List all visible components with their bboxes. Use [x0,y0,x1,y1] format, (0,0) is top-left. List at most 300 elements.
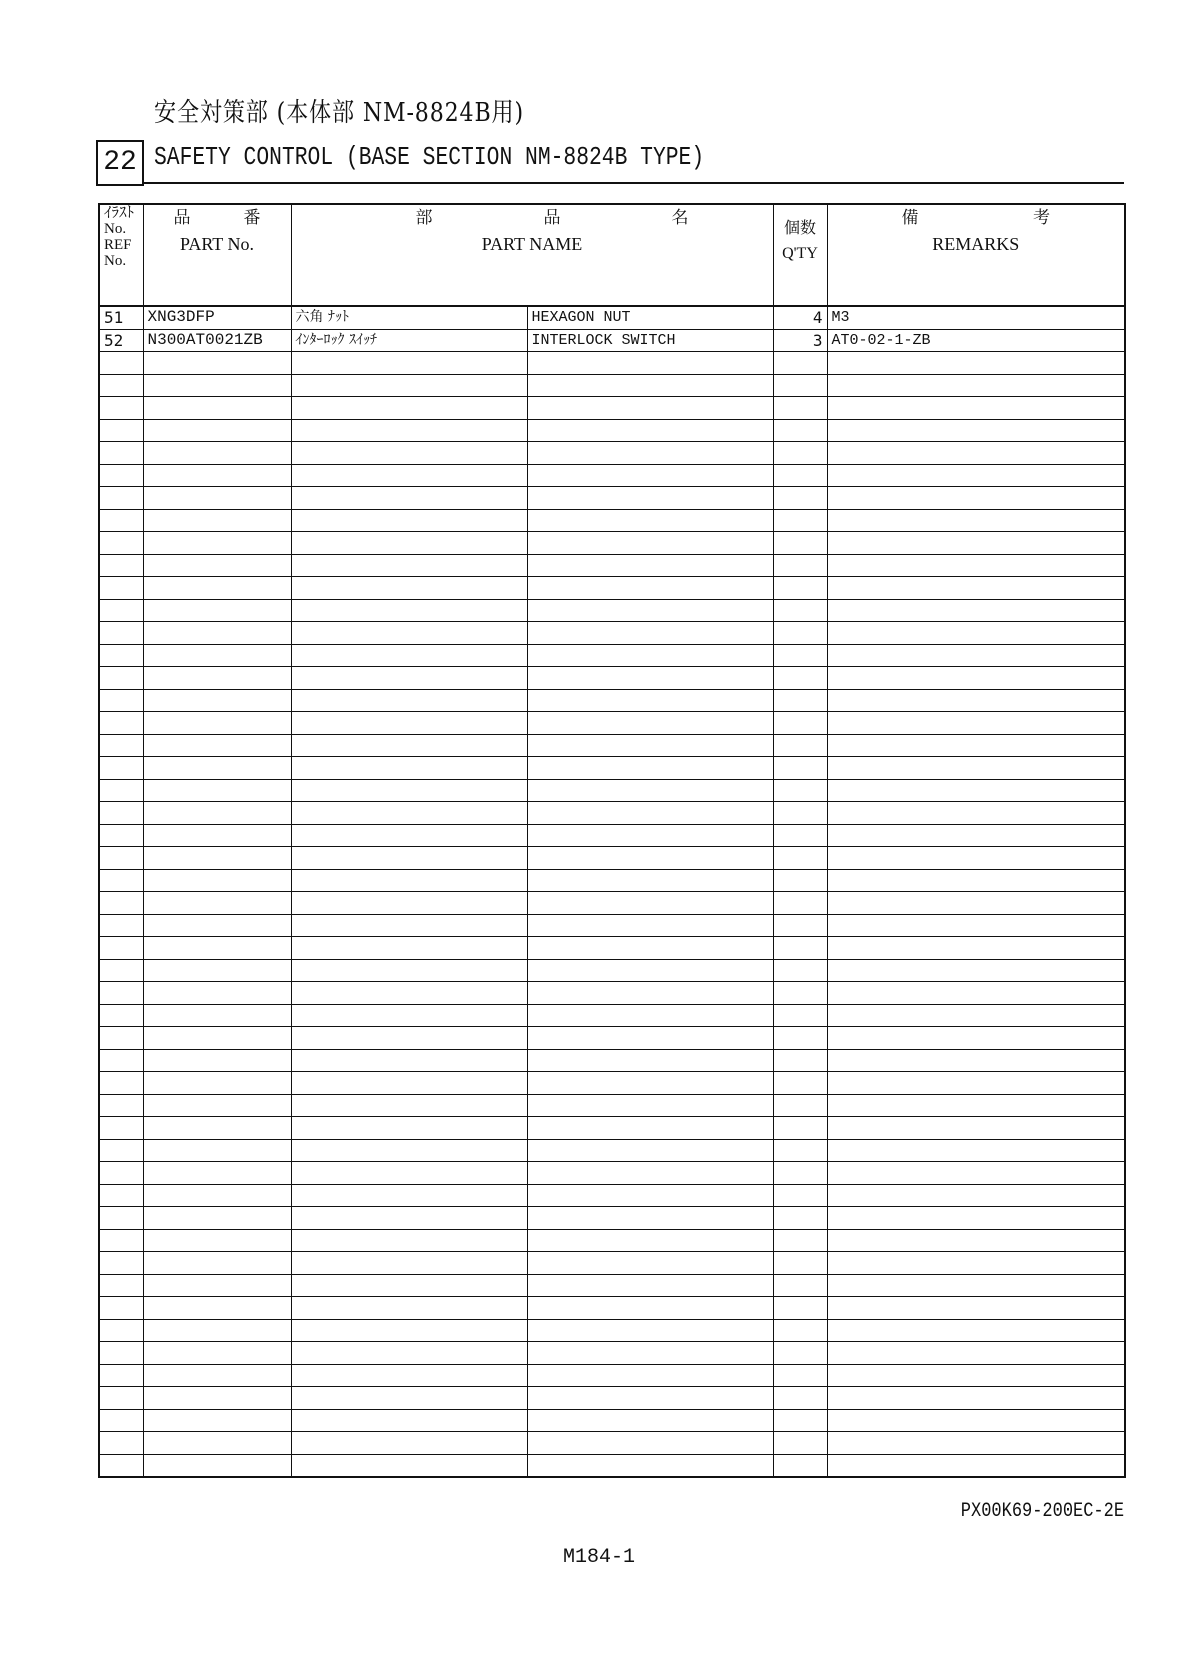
empty-cell [827,599,1125,622]
empty-cell [773,824,827,847]
empty-cell [143,419,291,442]
empty-cell [143,892,291,915]
empty-table-row [99,892,1125,915]
empty-cell [827,914,1125,937]
empty-cell [827,1387,1125,1410]
empty-cell [291,1049,527,1072]
empty-cell [291,1072,527,1095]
empty-cell [291,892,527,915]
empty-cell [773,554,827,577]
empty-cell [143,487,291,510]
empty-cell [827,1364,1125,1387]
empty-cell [773,892,827,915]
empty-cell [99,622,143,645]
empty-cell [143,622,291,645]
empty-table-row [99,914,1125,937]
empty-cell [143,1432,291,1455]
empty-cell [99,1094,143,1117]
empty-cell [527,802,773,825]
empty-cell [99,644,143,667]
empty-cell [99,1162,143,1185]
empty-table-row [99,397,1125,420]
empty-cell [527,937,773,960]
empty-cell [773,1027,827,1050]
header-part-name-en: PART NAME [481,234,583,254]
empty-table-row [99,937,1125,960]
empty-cell [291,419,527,442]
empty-cell [99,757,143,780]
parts-table [98,203,1126,1478]
empty-cell [99,532,143,555]
empty-cell [527,1004,773,1027]
header-ref-jp: ｲﾗｽﾄ No. [104,205,135,237]
empty-cell [527,1207,773,1230]
empty-cell [291,1139,527,1162]
empty-cell [773,982,827,1005]
empty-cell [527,352,773,375]
empty-cell [827,487,1125,510]
empty-cell [827,442,1125,465]
empty-table-row [99,1004,1125,1027]
empty-cell [99,352,143,375]
empty-table-row [99,1342,1125,1365]
empty-cell [827,667,1125,690]
empty-cell [99,1072,143,1095]
empty-cell [827,1432,1125,1455]
empty-cell [291,1207,527,1230]
empty-cell [143,1004,291,1027]
header-part-name-jp-1: 部 [415,208,433,228]
empty-cell [99,1387,143,1410]
empty-cell [143,1229,291,1252]
empty-cell [291,1409,527,1432]
empty-cell [291,1297,527,1320]
empty-cell [527,644,773,667]
empty-cell [527,1162,773,1185]
empty-cell [827,1252,1125,1275]
empty-cell [827,779,1125,802]
empty-table-row [99,487,1125,510]
empty-table-row [99,442,1125,465]
empty-cell [99,487,143,510]
empty-cell [827,1319,1125,1342]
empty-cell [773,779,827,802]
empty-cell [773,1117,827,1140]
table-row [99,306,1125,329]
empty-cell [291,869,527,892]
empty-cell [527,532,773,555]
empty-cell [527,779,773,802]
empty-table-row [99,779,1125,802]
empty-table-row [99,577,1125,600]
empty-cell [827,1049,1125,1072]
empty-cell [527,1387,773,1410]
empty-cell [773,1454,827,1477]
empty-cell [527,1229,773,1252]
empty-cell [99,802,143,825]
empty-cell [827,532,1125,555]
empty-cell [99,1319,143,1342]
empty-table-row [99,599,1125,622]
empty-cell [773,622,827,645]
empty-cell [291,914,527,937]
empty-cell [99,599,143,622]
cell-ref: 51 [99,306,143,329]
empty-cell [773,419,827,442]
empty-cell [143,532,291,555]
empty-cell [99,1229,143,1252]
empty-cell [143,1252,291,1275]
empty-cell [291,824,527,847]
empty-cell [773,869,827,892]
empty-cell [773,1432,827,1455]
empty-cell [143,1274,291,1297]
empty-cell [773,847,827,870]
empty-cell [527,487,773,510]
empty-cell [99,397,143,420]
empty-cell [99,779,143,802]
empty-cell [143,757,291,780]
empty-cell [773,1409,827,1432]
empty-cell [143,1094,291,1117]
empty-cell [527,869,773,892]
empty-cell [773,577,827,600]
header-ref-en: REF No. [104,237,132,269]
empty-cell [827,982,1125,1005]
empty-cell [773,599,827,622]
empty-cell [291,982,527,1005]
empty-cell [527,599,773,622]
empty-cell [99,1454,143,1477]
empty-table-row [99,1027,1125,1050]
empty-cell [99,1252,143,1275]
cell-name-en: HEXAGON NUT [527,306,773,329]
empty-cell [527,982,773,1005]
empty-cell [827,959,1125,982]
empty-cell [827,1184,1125,1207]
empty-cell [773,667,827,690]
empty-cell [99,847,143,870]
empty-cell [143,1454,291,1477]
empty-table-row [99,1387,1125,1410]
empty-cell [143,1297,291,1320]
empty-cell [143,1072,291,1095]
empty-cell [291,1319,527,1342]
empty-cell [291,1387,527,1410]
empty-cell [291,1454,527,1477]
empty-table-row [99,667,1125,690]
empty-cell [827,622,1125,645]
empty-cell [143,914,291,937]
header-part-no [143,204,291,306]
title-japanese: 安全対策部 (本体部 NM-8824B用) [154,98,524,128]
cell-part-no: N300AT0021ZB [143,329,291,352]
header-remarks-jp-2: 考 [1033,208,1050,228]
empty-cell [527,1117,773,1140]
empty-table-row [99,847,1125,870]
empty-cell [143,869,291,892]
empty-cell [827,509,1125,532]
empty-cell [291,1364,527,1387]
empty-cell [291,779,527,802]
empty-table-row [99,1319,1125,1342]
empty-cell [527,667,773,690]
empty-cell [527,959,773,982]
empty-cell [99,1207,143,1230]
empty-cell [773,1049,827,1072]
cell-name-jp: ｲﾝﾀｰﾛｯｸ ｽｲｯﾁ [291,329,527,352]
empty-table-row [99,1409,1125,1432]
empty-cell [291,1184,527,1207]
empty-cell [291,937,527,960]
empty-table-row [99,757,1125,780]
empty-table-row [99,1162,1125,1185]
empty-cell [291,577,527,600]
empty-cell [773,487,827,510]
empty-cell [773,1094,827,1117]
empty-cell [827,712,1125,735]
empty-cell [773,712,827,735]
empty-cell [827,1274,1125,1297]
empty-cell [527,914,773,937]
empty-cell [827,397,1125,420]
empty-cell [827,1117,1125,1140]
empty-cell [827,937,1125,960]
empty-cell [99,1409,143,1432]
empty-cell [99,464,143,487]
header-remarks-en: REMARKS [932,234,1020,254]
empty-cell [827,802,1125,825]
empty-cell [827,1027,1125,1050]
header-part-no-jp-2: 番 [243,208,261,228]
empty-cell [99,1004,143,1027]
empty-cell [827,1409,1125,1432]
empty-cell [773,937,827,960]
empty-cell [827,577,1125,600]
empty-cell [143,1027,291,1050]
empty-cell [99,374,143,397]
empty-cell [527,847,773,870]
empty-cell [143,464,291,487]
empty-cell [827,1342,1125,1365]
empty-cell [291,1432,527,1455]
empty-cell [527,892,773,915]
header-qty [773,204,827,306]
empty-cell [773,352,827,375]
empty-cell [773,1207,827,1230]
page-number: M184-1 [562,1546,635,1569]
empty-table-row [99,554,1125,577]
empty-cell [527,397,773,420]
empty-cell [773,757,827,780]
empty-cell [773,802,827,825]
empty-cell [291,712,527,735]
empty-cell [773,1297,827,1320]
empty-cell [143,1364,291,1387]
empty-cell [527,1432,773,1455]
empty-table-row [99,419,1125,442]
empty-cell [99,1184,143,1207]
empty-cell [827,1094,1125,1117]
empty-cell [143,374,291,397]
empty-cell [99,824,143,847]
empty-cell [773,397,827,420]
empty-cell [773,1139,827,1162]
cell-remarks: M3 [827,306,1125,329]
empty-cell [99,892,143,915]
empty-cell [527,1049,773,1072]
empty-cell [527,689,773,712]
empty-cell [291,959,527,982]
empty-cell [143,1139,291,1162]
empty-cell [291,802,527,825]
empty-table-row [99,1049,1125,1072]
header-part-no-jp-1: 品 [173,208,191,228]
empty-cell [773,644,827,667]
header-part-no-en: PART No. [180,234,254,254]
empty-cell [827,1229,1125,1252]
empty-cell [773,1162,827,1185]
empty-table-row [99,982,1125,1005]
empty-cell [291,532,527,555]
empty-cell [827,1004,1125,1027]
empty-cell [143,1184,291,1207]
empty-cell [827,869,1125,892]
empty-cell [527,1072,773,1095]
empty-cell [773,1342,827,1365]
empty-cell [99,734,143,757]
empty-cell [99,1274,143,1297]
empty-cell [527,757,773,780]
empty-cell [773,1319,827,1342]
empty-cell [827,464,1125,487]
empty-cell [827,689,1125,712]
empty-cell [291,757,527,780]
empty-cell [291,1004,527,1027]
table-row [99,329,1125,352]
empty-cell [99,914,143,937]
empty-cell [99,982,143,1005]
empty-cell [827,554,1125,577]
empty-cell [99,1139,143,1162]
empty-cell [143,689,291,712]
empty-cell [527,824,773,847]
empty-table-row [99,622,1125,645]
empty-table-row [99,1184,1125,1207]
empty-table-row [99,1454,1125,1477]
empty-cell [291,1094,527,1117]
empty-cell [99,1117,143,1140]
empty-cell [143,1207,291,1230]
empty-cell [291,847,527,870]
empty-cell [527,1297,773,1320]
empty-cell [99,937,143,960]
empty-cell [773,1387,827,1410]
empty-cell [99,1297,143,1320]
empty-table-row [99,1094,1125,1117]
empty-cell [527,734,773,757]
empty-cell [527,577,773,600]
empty-cell [99,712,143,735]
empty-cell [99,1027,143,1050]
empty-cell [291,667,527,690]
empty-cell [99,577,143,600]
empty-cell [143,802,291,825]
table-header-row [99,204,1125,306]
empty-table-row [99,532,1125,555]
empty-cell [143,442,291,465]
empty-table-row [99,869,1125,892]
empty-cell [827,757,1125,780]
empty-cell [143,599,291,622]
empty-cell [827,644,1125,667]
empty-table-row [99,1207,1125,1230]
header-part-name-jp-3: 名 [671,208,689,228]
empty-cell [527,374,773,397]
empty-cell [527,1454,773,1477]
header-remarks-jp-1: 備 [901,208,919,228]
empty-cell [291,352,527,375]
empty-table-row [99,464,1125,487]
empty-cell [773,914,827,937]
empty-cell [291,464,527,487]
empty-cell [527,1094,773,1117]
section-number-box: 22 [96,140,144,186]
empty-cell [527,1027,773,1050]
empty-cell [773,1004,827,1027]
empty-cell [527,1274,773,1297]
empty-table-row [99,1139,1125,1162]
cell-remarks: AT0-02-1-ZB [827,329,1125,352]
empty-cell [291,1252,527,1275]
empty-cell [291,644,527,667]
empty-cell [291,689,527,712]
empty-cell [773,959,827,982]
empty-cell [143,509,291,532]
empty-cell [773,734,827,757]
header-qty-jp: 個数 [783,218,816,237]
empty-cell [827,1207,1125,1230]
empty-table-row [99,1117,1125,1140]
empty-cell [143,554,291,577]
empty-cell [143,1387,291,1410]
empty-cell [143,824,291,847]
empty-cell [527,1364,773,1387]
empty-cell [827,734,1125,757]
empty-table-row [99,1072,1125,1095]
empty-cell [291,1027,527,1050]
empty-table-row [99,802,1125,825]
empty-table-row [99,1252,1125,1275]
empty-cell [143,712,291,735]
empty-cell [291,487,527,510]
empty-cell [99,667,143,690]
empty-cell [827,419,1125,442]
header-ref-no [99,204,143,306]
empty-cell [527,1342,773,1365]
empty-cell [291,554,527,577]
empty-cell [827,1139,1125,1162]
empty-cell [773,509,827,532]
empty-cell [827,1162,1125,1185]
empty-cell [143,397,291,420]
empty-cell [143,982,291,1005]
title-english: SAFETY CONTROL (BASE SECTION NM-8824B TYPE) [154,142,705,172]
empty-cell [773,1364,827,1387]
empty-cell [773,1184,827,1207]
empty-cell [773,1229,827,1252]
empty-cell [527,622,773,645]
